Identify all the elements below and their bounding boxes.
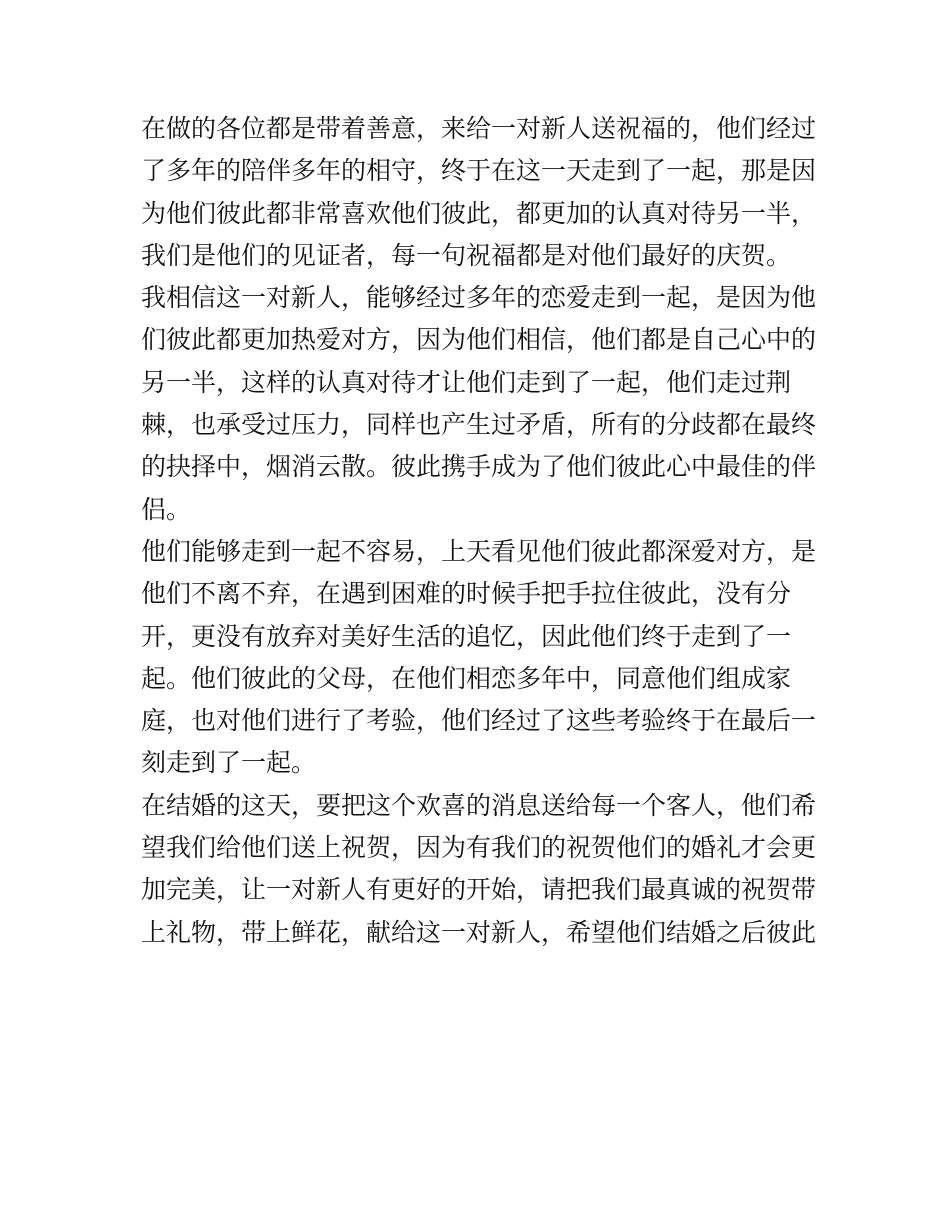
text-line: 他们能够走到一起不容易，上天看见他们彼此都深爱对方，是 — [141, 536, 817, 566]
text-line: 棘，也承受过压力，同样也产生过矛盾，所有的分歧都在最终 — [141, 410, 817, 440]
text-line: 在结婚的这天，要把这个欢喜的消息送给每一个客人，他们希 — [141, 790, 817, 820]
text-line: 庭，也对他们进行了考验，他们经过了这些考验终于在最后一 — [141, 706, 817, 736]
body-text — [141, 108, 817, 954]
text-line: 侣。 — [141, 494, 192, 524]
text-line: 望我们给他们送上祝贺，因为有我们的祝贺他们的婚礼才会更 — [141, 833, 817, 863]
text-line: 的抉择中，烟消云散。彼此携手成为了他们彼此心中最佳的伴 — [141, 452, 817, 482]
text-line: 开，更没有放弃对美好生活的追忆，因此他们终于走到了一 — [141, 621, 792, 651]
text-line: 为他们彼此都非常喜欢他们彼此，都更加的认真对待另一半， — [141, 198, 817, 228]
text-line: 起。他们彼此的父母，在他们相恋多年中，同意他们组成家 — [141, 663, 792, 693]
text-line: 了多年的陪伴多年的相守，终于在这一天走到了一起，那是因 — [141, 156, 817, 186]
text-line: 加完美，让一对新人有更好的开始，请把我们最真诚的祝贺带 — [141, 875, 817, 905]
text-line: 们彼此都更加热爱对方，因为他们相信，他们都是自己心中的 — [141, 325, 817, 355]
text-line: 另一半，这样的认真对待才让他们走到了一起，他们走过荆 — [141, 367, 792, 397]
text-line: 在做的各位都是带着善意，来给一对新人送祝福的，他们经过 — [141, 114, 817, 143]
text-line: 刻走到了一起。 — [141, 748, 317, 778]
text-line: 我们是他们的见证者，每一句祝福都是对他们最好的庆贺。 — [141, 240, 792, 270]
text-line: 我相信这一对新人，能够经过多年的恋爱走到一起，是因为他 — [141, 283, 817, 313]
text-line: 他们不离不弃，在遇到困难的时候手把手拉住彼此，没有分 — [141, 579, 792, 609]
text-line: 上礼物，带上鲜花，献给这一对新人，希望他们结婚之后彼此 — [141, 917, 817, 947]
